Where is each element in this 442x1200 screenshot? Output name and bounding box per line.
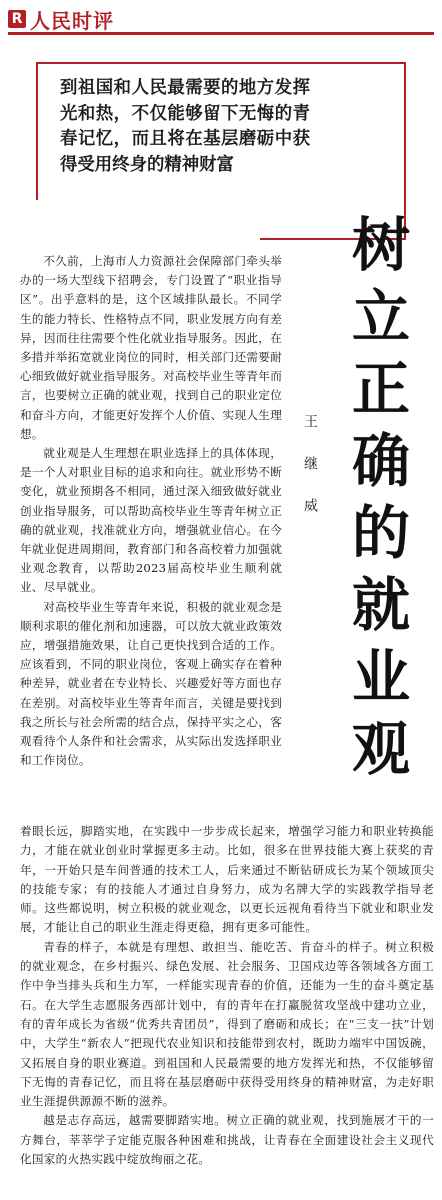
paragraph: 对高校毕业生等青年来说，积极的就业观念是顺利求职的催化剂和加速器，可以放大就业政策效应，增强措施效果，让自己更快找到合适的工作。应该看到，不同的职业岗位，客观上确实存在着种种差异，就业者在专业特长、兴趣爱好等方面也存在差别。对高校毕业生等青年而言，关键是要找到我之所长与社会所需的结合点，保持平实之心，客观看待个人条件和社会需求，从实际出发选择职业和工作岗位。 <box>20 599 282 768</box>
paragraph: 不久前，上海市人力资源社会保障部门牵头举办的一场大型线下招聘会，专门设置了“职业指导区”。出乎意料的是，这个区域排队最长。不同学生的能力特长、性格特点不同，职业发展方向有差异，因而往往需要个性化就业指导服务。因此，在多措并举拓宽就业岗位的同时，相关部门还需要耐心细致做好就业指导服务。对高校毕业生等青年而言，也要树立正确的就业观，找到自己的职业定位和奋斗方向，才能更好发挥个人价值、实现人生理想。 <box>20 254 282 441</box>
article-column <box>20 252 282 770</box>
paragraph: 青春的样子，本就是有理想、敢担当、能吃苦、肯奋斗的样子。树立积极的就业观念，在乡村振兴、绿色发展、社会服务、卫国戍边等各领域各方面工作中争当排头兵和生力军，一样能实现青春的价值，还能为一生的奋斗奠定基石。在大学生志愿服务西部计划中，有的青年在打赢脱贫攻坚战中建功立业，有的青年成长为省级“优秀共青团员”，得到了磨砺和成长；在“三支一扶”计划中，大学生“新农人”把现代农业知识和技能带到农村，既助力端牢中国饭碗，又拓展自身的职业赛道。到祖国和人民最需要的地方发挥光和热，不仅能够留下无悔的青春记忆，而且将在基层磨砺中获得受用终身的精神财富，为走好职业生涯提供源源不断的滋养。 <box>20 939 434 1109</box>
section-title: 人民时评 <box>30 8 114 33</box>
quote-frame-left <box>36 62 38 200</box>
pull-quote: 到祖国和人民最需要的地方发挥光和热，不仅能够留下无悔的青春记忆，而且将在基层磨砺中获得受用终身的精神财富 <box>60 78 310 175</box>
logo-icon: R <box>8 10 26 28</box>
paragraph: 越是志存高远，越需要脚踏实地。树立正确的就业观，找到施展才干的一方舞台，莘莘学子定能克服各种困难和挑战，让青春在全面建设社会主义现代化国家的火热实践中绽放绚丽之花。 <box>20 1113 434 1167</box>
paragraph: 就业观是人生理想在职业选择上的具体体现，是一个人对职业目标的追求和向往。就业形势不断变化，就业预期各不相同，通过深入细致做好就业创业指导服务，可以帮助高校毕业生等青年树立正确的就业观，找准就业方向，增强就业信心。在今年就业促进周期间，教育部门和各高校着力加强就业观念教育，以帮助2023届高校毕业生顺利就业、尽早就业。 <box>20 446 282 595</box>
byline: 王 继 威 <box>302 414 318 518</box>
header-rule <box>8 32 434 35</box>
article-wide <box>20 822 434 1169</box>
quote-frame-top <box>36 62 406 64</box>
section-header <box>8 6 114 32</box>
paragraph: 着眼长远，脚踏实地，在实践中一步步成长起来，增强学习能力和职业转换能力，才能在就业创业时掌握更多主动。比如，很多在世界技能大赛上获奖的青年，一开始只是车间普通的技术工人，后来通过不断钻研成长为某个领域顶尖的技能专家；有的技能人才通过自身努力，成为名牌大学的实践教学指导老师。这些都说明，树立积极的就业观念，以更长远视角看待当下就业和职业发展，才能让自己的职业生涯走得更稳，拥有更多可能性。 <box>20 824 434 935</box>
headline: 树立正确的就业观 <box>342 214 410 790</box>
